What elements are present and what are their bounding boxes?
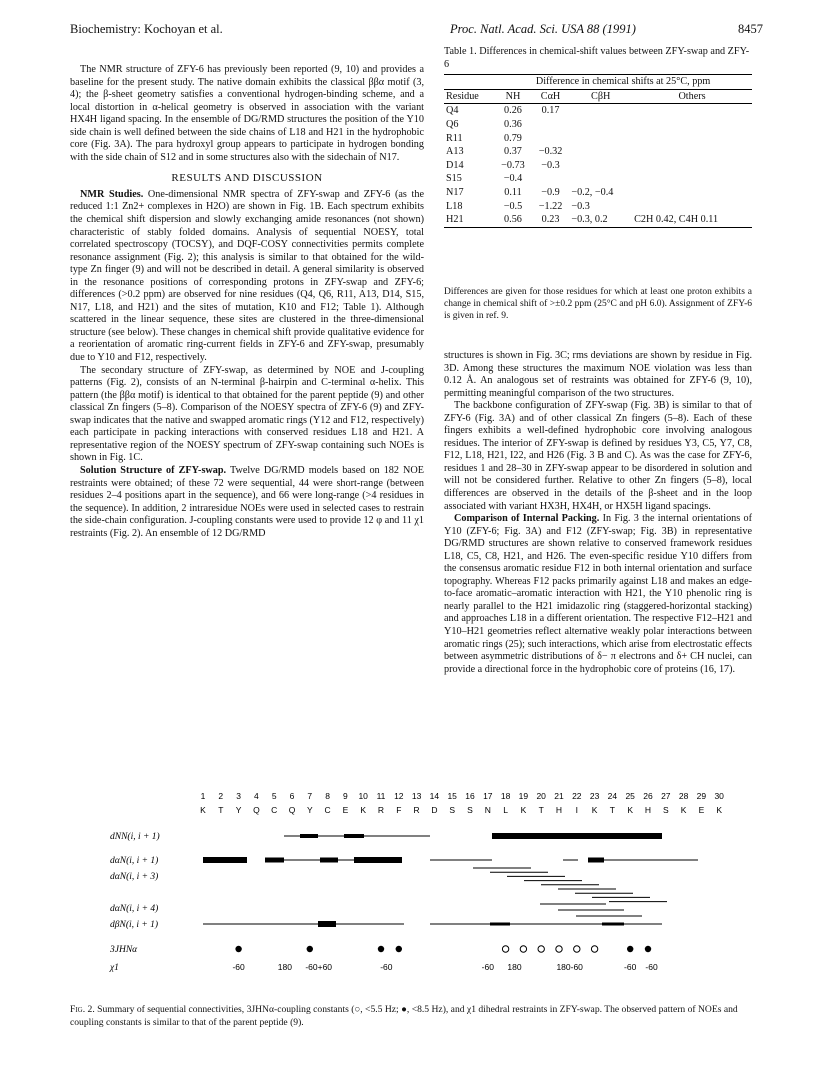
- table-col-header: CαH: [532, 89, 570, 104]
- packing-heading: Comparison of Internal Packing.: [454, 513, 600, 525]
- residue-number: 2: [218, 791, 224, 801]
- residue-letter: T: [218, 805, 224, 815]
- row-label: 3JHNα: [110, 945, 138, 955]
- table-row: [444, 104, 752, 118]
- table-residue-cell: R11: [446, 132, 463, 144]
- residue-letter: K: [627, 805, 634, 815]
- residue-letter: R: [413, 805, 420, 815]
- table-cell: [532, 131, 570, 145]
- table-residue-cell: Q4: [446, 105, 459, 117]
- residue-number: 11: [376, 791, 386, 801]
- row-label: dβN(i, i + 1): [110, 920, 159, 930]
- coupling-open-circle: [556, 946, 562, 952]
- coupling-open-circle: [574, 946, 580, 952]
- table-row: [444, 118, 752, 132]
- table-cell: [632, 159, 752, 173]
- residue-letter: E: [698, 805, 705, 815]
- table-col-header: Residue: [444, 89, 494, 104]
- residue-letter: K: [200, 805, 206, 815]
- table-residue-cell: Q6: [446, 119, 459, 131]
- solution-heading: Solution Structure of ZFY-swap.: [80, 464, 227, 476]
- table-caption: Table 1. Differences in chemical-shift values between ZFY-swap and ZFY-6: [444, 46, 750, 70]
- coupling-filled-circle: [378, 946, 384, 952]
- residue-number: 17: [483, 791, 493, 801]
- table-cell: −0.3: [541, 159, 560, 171]
- residue-letter: K: [360, 805, 367, 815]
- table-cell: [569, 118, 632, 132]
- chemical-shift-table: [444, 74, 752, 228]
- chi1-label: -60: [232, 962, 245, 972]
- table-cell: 0.56: [494, 213, 532, 227]
- table-cell: [632, 131, 752, 145]
- nmr-text: One-dimensional NMR spectra of ZFY-swap and ZFY-6 (as the reduced 1:1 Zn2+ complexes in H2O) are shown in Fig. 1B. Each spectrum exhibits the chemical shift dispersion and slowly exchanging amide resonances (not shown) characteristic of stably folded domains. Analysis of sequential NOESY, total correlated spectroscopy (TOCSY), and DQF-COSY connectivities permits complete resonance assignment (Fig. 2); this analysis is similar to that obtained for the wild-type Zn finger (9) and will not be described in detail. A general similarity is observed in the resonance positions of corresponding protons in ZFY-swap and ZFY-6; differences (>0.2 ppm) are observed for nine residues (Q4, Q6, R11, A13, D14, S15, N17, L18, and H21) and the sites of mutation, K10 and F12; Table 1). Although scattered in the linear sequence, these sites are clustered in the three-dimensional structure (see below). These changes in chemical shift provide qualitative evidence for a reorientation of aromatic ring-current fields in ZFY-6 and ZFY-swap, presumably due to Y10 and F12, respectively.: [70, 188, 424, 364]
- table-cell: −1.22: [538, 200, 563, 212]
- residue-number: 20: [536, 791, 546, 801]
- solution-text: Twelve DG/RMD models based on 182 NOE restraints were obtained; of these 72 were sequential, 44 were short-range (between residues 2–4 positions apart in the sequence), and 66 were long-range (>4 residues in the sequence). In addition, 2 intraresidue NOEs were used in selected cases to restrain the side-chain configuration. J-coupling constants were used to provide 12 φ and 11 χ1 restraints (Fig. 2). An ensemble of 12 DG/RMD: [70, 464, 424, 539]
- residue-number: 29: [696, 791, 707, 801]
- chi1-label: -60: [624, 962, 637, 972]
- table-residue-cell: L18: [446, 200, 463, 212]
- backbone-paragraph: The backbone configuration of ZFY-swap (Fig. 3B) is similar to that of ZFY-6 (Fig. 3A) and of other classical Zn fingers (5–8). Each of these fingers exhibits a well-defined hydrophobic core involving analogous residues. The interior of ZFY-swap is defined by residues Y3, C5, Y7, C8, F12, L18, H21, I22, and H26 (Fig. 3 B and C). As was the case for ZFY-6, residues 1 and 28–30 in ZFY-swap appear to be disordered in solution and will not be considered further. Relative to other Zn fingers (5–8), local differences are observed in the details of the β-sheet and in the loop associated with variant HX3H, HX4H, or HX5H ligand spacings.: [444, 400, 752, 512]
- residue-number: 28: [678, 791, 689, 801]
- residue-letter: Y: [235, 805, 242, 815]
- chi1-label: -60+60: [305, 962, 333, 972]
- residue-letter: K: [591, 805, 598, 815]
- table-cell: 0.17: [541, 105, 560, 117]
- residue-letter: F: [396, 805, 402, 815]
- table-cell: [569, 159, 632, 173]
- residue-letter: Q: [288, 805, 296, 815]
- coupling-filled-circle: [235, 946, 241, 952]
- running-header-journal: Proc. Natl. Acad. Sci. USA 88 (1991): [450, 22, 636, 36]
- packing-text: In Fig. 3 the internal orientations of Y10 (ZFY-6; Fig. 3A) and F12 (ZFY-swap; Fig. 3B) in representative DG/RMD structures are shown relative to conserved framework residues L18, C5, C8, H21, and H26. The even-specific residue Y10 differs from the consensus aromatic residue F12 in both internal orientation and surface topography. Whereas F12 packs primarily against L18 and makes an edge-to-face aromatic–aromatic interaction with H21, the Y10 phenolic ring is nearly parallel to the H21 imidazolic ring (staggered-horizontal stacking) and approaches L18 in a different orientation. The respective F12–H21 and Y10–H21 geometries reflect alternative weakly polar interactions between aromatic rings (25); such interactions, which arise from electrostatic effects between asymmetric distributions of δ− π electrons and δ+ CH nuclei, can provide a directional force in the hydrophobic core of proteins (16, 17).: [444, 513, 752, 675]
- residue-number: 6: [289, 791, 295, 801]
- table-residue-cell: S15: [446, 173, 462, 185]
- right-column: [444, 350, 752, 676]
- table-row: [444, 213, 752, 227]
- residue-letter: Y: [306, 805, 313, 815]
- residue-letter: R: [377, 805, 385, 815]
- table-residue-cell: A13: [446, 146, 464, 158]
- figure-caption-text: Summary of sequential connectivities, 3JHNα-coupling constants (○, <5.5 Hz; ●, <8.5 Hz), and χ1 dihedral restraints in ZFY-swap. The observed pattern of NOEs and coupling constants is similar to that of the parent peptide (9).: [70, 1004, 738, 1028]
- table-cell: 0.23: [532, 213, 570, 227]
- table-row: [444, 199, 752, 213]
- table-residue-cell: N17: [446, 187, 464, 199]
- residue-number: 7: [307, 791, 313, 801]
- intro-paragraph: The NMR structure of ZFY-6 has previously been reported (9, 10) and provides a baseline for the present study. The native domain exhibits the classical ββα motif (3, 4); the β-sheet geometry satisfies a conventional hydrogen-binding scheme, and a local distortion in α-helical geometry is observed in association with the variant HX4H ligand spacing. In the ensemble of DG/RMD structures the position of the Y10 side chain is well defined between the side chains of L18 and H21 in the hydrophobic core (Fig. 3A). The para hydroxyl group appears to participate in hydrogen bonding with the side chain of S12 and in some structures also with the sidechain of N17.: [70, 64, 424, 163]
- residue-number: 25: [625, 791, 635, 801]
- coupling-filled-circle: [645, 946, 651, 952]
- residue-number: 19: [518, 791, 529, 801]
- nmr-heading: NMR Studies.: [80, 188, 144, 200]
- table-cell: −0.32: [538, 146, 563, 158]
- table-col-header: CβH: [569, 89, 632, 104]
- residue-letter: T: [609, 805, 616, 815]
- nmr-paragraph: [70, 189, 424, 365]
- chi1-label: -60: [481, 962, 494, 972]
- table-cell: [569, 104, 632, 118]
- residue-letter: N: [484, 805, 491, 815]
- coupling-filled-circle: [307, 946, 313, 952]
- left-column: [70, 64, 424, 540]
- table-cell: C2H 0.42, C4H 0.11: [632, 213, 752, 227]
- row-label: dNN(i, i + 1): [110, 832, 160, 842]
- residue-letter: H: [555, 805, 563, 815]
- residue-letter: H: [644, 805, 652, 815]
- residue-number: 21: [554, 791, 564, 801]
- table-col-header: Others: [632, 89, 752, 104]
- secondary-structure-paragraph: The secondary structure of ZFY-swap, as determined by NOE and J-coupling patterns (Fig. 2), consists of an N-terminal β-hairpin and C-terminal α-helix. This pattern (the ββα motif) is identical to that obtained for the parent peptide (9) and other classical Zn fingers (5–8). Comparison of the NOESY spectra of ZFY-6 (9) and ZFY-swap indicates that the native and swapped aromatic rings (Y12 and F12, respectively) each participate in packing interactions with conserved residues L18 and H21. A representative region of the NOESY spectrum of ZFY-swap containing such NOEs is shown in Fig. 1C.: [70, 364, 424, 464]
- coupling-filled-circle: [627, 946, 633, 952]
- residue-number: 23: [589, 791, 600, 801]
- residue-letter: E: [342, 805, 349, 815]
- table-cell: [632, 145, 752, 159]
- table-cell: [632, 104, 752, 118]
- table-header-corner: [444, 75, 494, 90]
- figure-2-caption: [70, 1004, 760, 1029]
- residue-letter: K: [520, 805, 527, 815]
- table-row: [444, 131, 752, 145]
- page-number: 8457: [738, 22, 763, 36]
- table-cell: −0.2, −0.4: [571, 187, 614, 199]
- table-residue-cell: H21: [444, 213, 494, 227]
- residue-number: 14: [429, 791, 440, 801]
- residue-letter: Q: [253, 805, 260, 815]
- residue-letter: L: [503, 805, 508, 815]
- table-cell: [569, 131, 632, 145]
- residue-number: 10: [358, 791, 368, 801]
- table-cell: −0.3, 0.2: [569, 213, 632, 227]
- chi1-label: 180: [507, 962, 522, 972]
- table-row: [444, 172, 752, 186]
- residue-letter: C: [271, 805, 278, 815]
- table-cell: −0.3: [571, 200, 590, 212]
- residue-number: 30: [714, 791, 724, 801]
- chi1-label: -60: [380, 962, 393, 972]
- table-footnote: Differences are given for those residues for which at least one proton exhibits a change in chemical shift of >±0.2 ppm (25°C and pH 6.0). Assignment of ZFY-6 is given in ref. 9.: [444, 287, 752, 321]
- residue-number: 5: [271, 791, 277, 801]
- table-cell: [632, 172, 752, 186]
- row-label: dαN(i, i + 3): [110, 872, 159, 882]
- table-cell: 0.11: [504, 187, 522, 199]
- residue-number: 16: [465, 791, 475, 801]
- solution-paragraph: [70, 465, 424, 540]
- residue-number: 9: [343, 791, 348, 801]
- residue-number: 13: [411, 791, 422, 801]
- coupling-filled-circle: [396, 946, 402, 952]
- residue-letter: D: [431, 805, 438, 815]
- residue-number: 4: [254, 791, 259, 801]
- table-cell: [632, 199, 752, 213]
- table-cell: [569, 145, 632, 159]
- figure-label: Fig. 2.: [70, 1004, 95, 1015]
- residue-letter: S: [467, 805, 473, 815]
- table-cell: 0.26: [504, 105, 522, 117]
- table-cell: [532, 172, 570, 186]
- table-cell: [632, 186, 752, 200]
- table-cell: 0.37: [504, 146, 522, 158]
- residue-letter: K: [680, 805, 687, 815]
- table-row: [444, 159, 752, 173]
- table-cell: −0.9: [541, 187, 560, 199]
- coupling-open-circle: [591, 946, 597, 952]
- table-cell: −0.73: [501, 159, 525, 171]
- row-label: dαN(i, i + 4): [110, 904, 159, 914]
- coupling-open-circle: [520, 946, 526, 952]
- table-residue-cell: D14: [446, 159, 464, 171]
- residue-number: 24: [607, 791, 618, 801]
- row-label: dαN(i, i + 1): [110, 856, 159, 866]
- residue-number: 26: [643, 791, 653, 801]
- residue-letter: S: [449, 805, 456, 815]
- running-header-authors: Biochemistry: Kochoyan et al.: [70, 22, 223, 36]
- residue-number: 1: [200, 791, 206, 801]
- chi1-label: 180-60: [556, 962, 583, 972]
- section-title: RESULTS AND DISCUSSION: [171, 172, 323, 185]
- residue-letter: I: [575, 805, 578, 815]
- chi1-label: -60: [645, 962, 658, 972]
- row-label: χ1: [110, 963, 119, 973]
- rms-paragraph: structures is shown in Fig. 3C; rms deviations are shown by residue in Fig. 3D. Among these structures the maximum NOE violation was less than 0.12 Å. An analogous set of restraints was obtained for ZFY-6 (9, 10), permitting meaningful comparison of the two structures.: [444, 350, 752, 399]
- residue-number: 15: [447, 791, 457, 801]
- coupling-open-circle: [502, 946, 508, 952]
- residue-letter: T: [538, 805, 544, 815]
- residue-letter: K: [716, 805, 723, 815]
- figure-2-connectivity-diagram: [0, 788, 816, 998]
- coupling-open-circle: [538, 946, 544, 952]
- table-cell: 0.79: [504, 132, 522, 144]
- table-cell: [569, 172, 632, 186]
- chi1-label: 180: [277, 962, 292, 972]
- packing-paragraph: [444, 513, 752, 676]
- table-row: [444, 145, 752, 159]
- table-cell: [532, 118, 570, 132]
- table-cell: −0.5: [503, 200, 523, 212]
- residue-letter: C: [324, 805, 331, 815]
- table-group-header: Difference in chemical shifts at 25°C, ppm: [494, 75, 752, 90]
- residue-number: 8: [325, 791, 330, 801]
- table-row: [444, 186, 752, 200]
- table-cell: 0.36: [504, 119, 522, 131]
- residue-number: 3: [236, 791, 241, 801]
- residue-number: 22: [572, 791, 582, 801]
- residue-number: 12: [394, 791, 404, 801]
- table-cell: [632, 118, 752, 132]
- residue-letter: S: [662, 805, 669, 815]
- table-col-header: NH: [494, 89, 532, 104]
- residue-number: 27: [661, 791, 671, 801]
- residue-number: 18: [500, 791, 511, 801]
- table-cell: −0.4: [503, 173, 523, 185]
